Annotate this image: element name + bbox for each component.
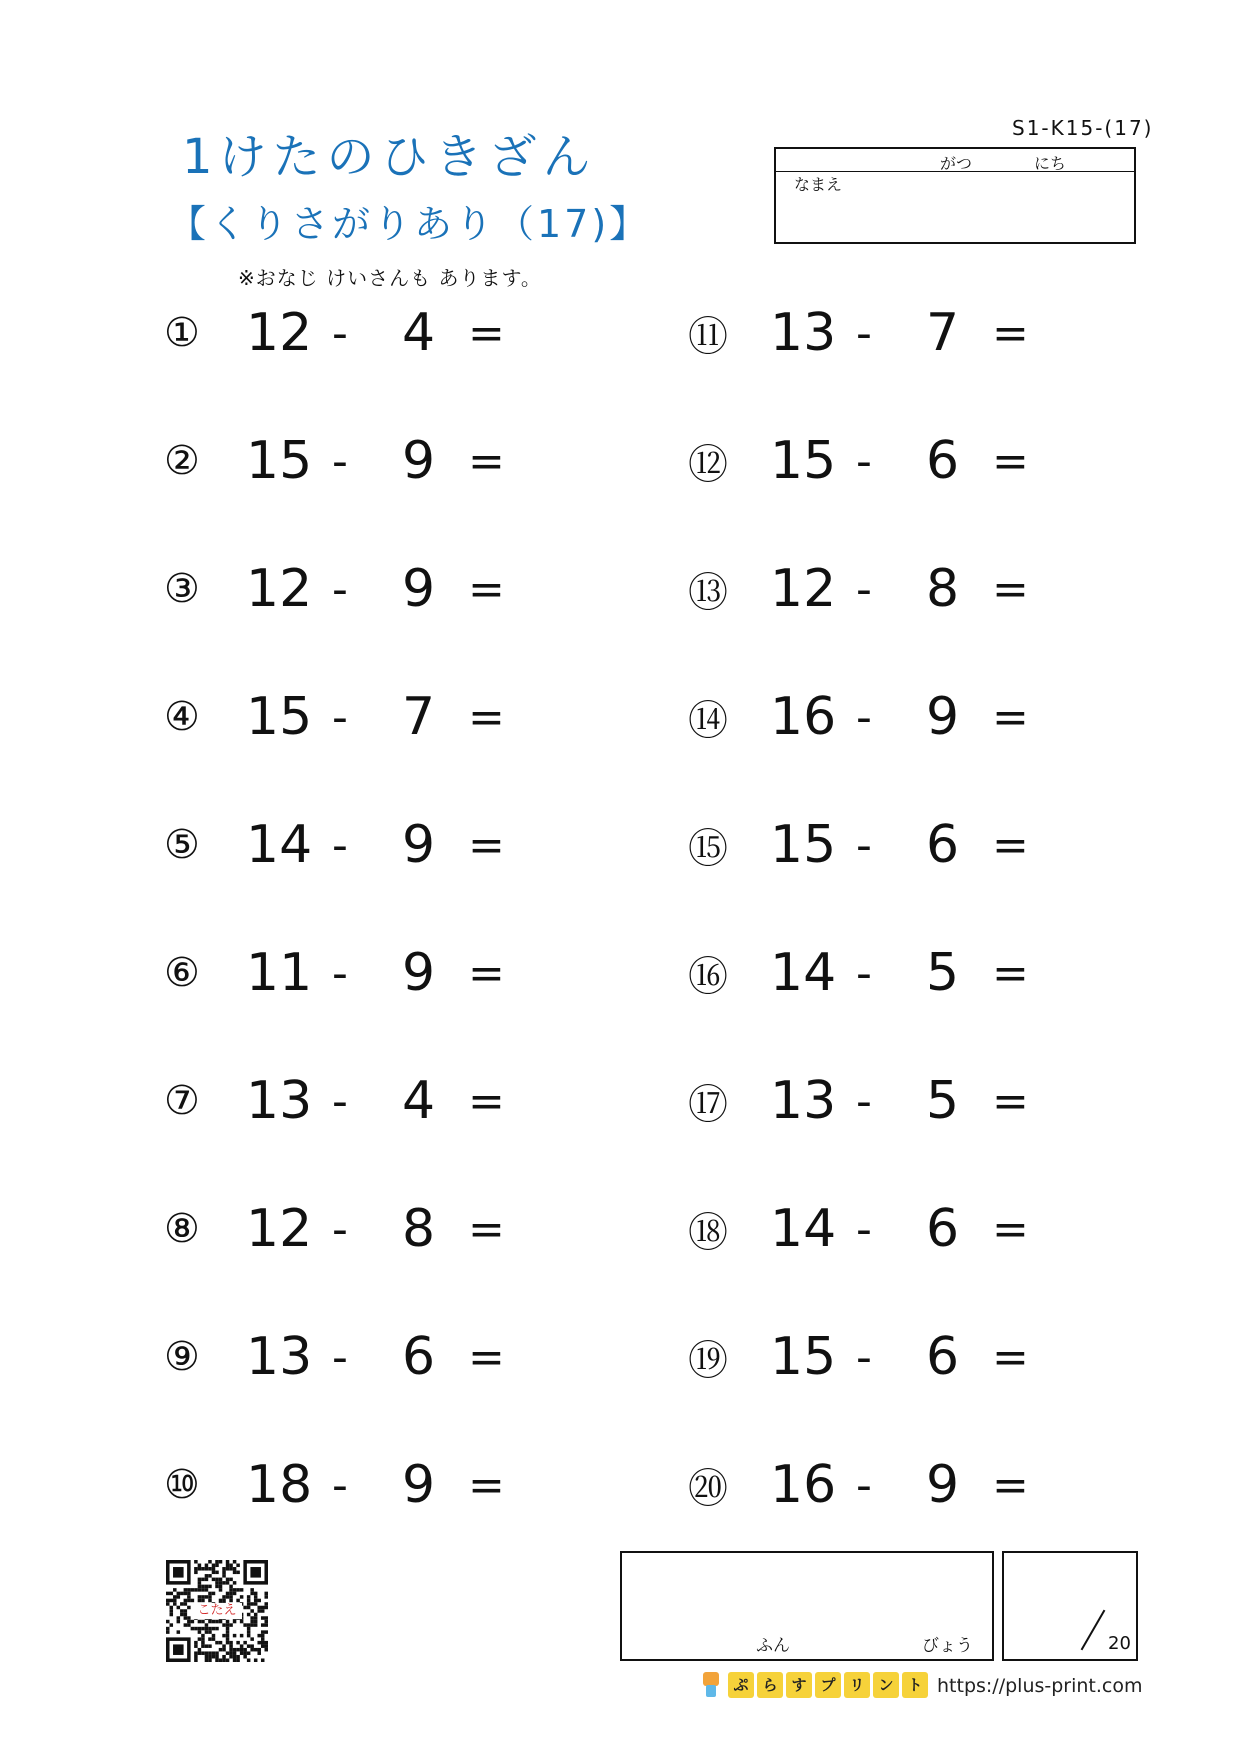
logo-char: プ [815, 1672, 841, 1698]
equals-sign: = [468, 435, 505, 487]
problem-number: ⑬ [688, 569, 728, 616]
equals-sign: = [992, 1331, 1029, 1383]
name-date-box [774, 147, 1136, 244]
equals-sign: = [468, 947, 505, 999]
minuend: 12 [246, 1199, 313, 1259]
minus-operator: - [332, 819, 348, 871]
equals-sign: = [468, 1075, 505, 1127]
problem-item [688, 1450, 1032, 1520]
equals-sign: = [992, 435, 1029, 487]
logo-char: ン [873, 1672, 899, 1698]
logo-char: ら [757, 1672, 783, 1698]
equals-sign: = [992, 947, 1029, 999]
equals-sign: = [992, 1075, 1029, 1127]
minus-operator: - [332, 691, 348, 743]
plus-print-logo [700, 1672, 931, 1698]
problem-number: ⑤ [164, 822, 200, 868]
minus-operator: - [332, 563, 348, 615]
problem-item [688, 682, 1032, 752]
subtrahend: 6 [926, 815, 960, 875]
seconds-label: びょう [922, 1636, 973, 1656]
minus-operator: - [332, 1203, 348, 1255]
problem-number: ⑰ [688, 1081, 728, 1128]
subtrahend: 8 [402, 1199, 436, 1259]
day-label: にち [1034, 154, 1067, 173]
problem-number: ⑭ [688, 697, 728, 744]
minuend: 18 [246, 1455, 313, 1515]
problem-item [164, 1194, 508, 1264]
problem-number: ⑳ [688, 1465, 728, 1512]
minus-operator: - [856, 819, 872, 871]
subtrahend: 7 [926, 303, 960, 363]
problem-item [164, 682, 508, 752]
minus-operator: - [332, 1075, 348, 1127]
worksheet-title: 1けたのひきざん [182, 129, 597, 185]
minuend: 13 [246, 1327, 313, 1387]
worksheet-code: S1-K15-(17) [1012, 116, 1154, 140]
problem-item [164, 938, 508, 1008]
score-slash [1081, 1610, 1106, 1651]
minus-operator: - [856, 307, 872, 359]
problem-item [164, 554, 508, 624]
problem-item [688, 1194, 1032, 1264]
subtrahend: 6 [402, 1327, 436, 1387]
minus-operator: - [332, 435, 348, 487]
minus-operator: - [856, 947, 872, 999]
problem-item [164, 298, 508, 368]
subtrahend: 9 [926, 687, 960, 747]
subtrahend: 9 [402, 431, 436, 491]
minus-operator: - [856, 1075, 872, 1127]
subtrahend: 8 [926, 559, 960, 619]
problem-item [164, 1322, 508, 1392]
problem-number: ③ [164, 566, 200, 612]
minuend: 15 [770, 431, 837, 491]
problem-number: ⑨ [164, 1334, 200, 1380]
equals-sign: = [992, 691, 1029, 743]
site-url[interactable]: https://plus-print.com [937, 1675, 1143, 1697]
problem-item [688, 1066, 1032, 1136]
subtrahend: 9 [402, 559, 436, 619]
minuend: 13 [770, 303, 837, 363]
minus-operator: - [856, 1459, 872, 1511]
minus-operator: - [856, 1331, 872, 1383]
problem-item [688, 298, 1032, 368]
minus-operator: - [332, 947, 348, 999]
subtrahend: 6 [926, 431, 960, 491]
equals-sign: = [468, 691, 505, 743]
equals-sign: = [468, 819, 505, 871]
month-label: がつ [940, 154, 973, 173]
subtrahend: 9 [402, 943, 436, 1003]
equals-sign: = [992, 819, 1029, 871]
problem-number: ⑦ [164, 1078, 200, 1124]
logo-char: ぷ [728, 1672, 754, 1698]
worksheet-note: ※おなじ けいさんも あります。 [238, 266, 542, 290]
equals-sign: = [992, 563, 1029, 615]
problem-item [164, 1066, 508, 1136]
minus-operator: - [332, 307, 348, 359]
minuend: 15 [246, 431, 313, 491]
problem-item [688, 810, 1032, 880]
minuend: 16 [770, 1455, 837, 1515]
equals-sign: = [468, 1459, 505, 1511]
equals-sign: = [992, 307, 1029, 359]
problem-number: ⑥ [164, 950, 200, 996]
equals-sign: = [468, 1331, 505, 1383]
minuend: 15 [770, 815, 837, 875]
minuend: 12 [770, 559, 837, 619]
minuend: 13 [770, 1071, 837, 1131]
minus-operator: - [856, 1203, 872, 1255]
minuend: 15 [246, 687, 313, 747]
problem-number: ⑧ [164, 1206, 200, 1252]
answer-qr-code[interactable] [166, 1560, 268, 1662]
worksheet-subtitle: 【くりさがりあり（17)】 [168, 202, 651, 246]
problem-item [688, 426, 1032, 496]
subtrahend: 5 [926, 1071, 960, 1131]
equals-sign: = [468, 1203, 505, 1255]
subtrahend: 6 [926, 1327, 960, 1387]
minuend: 12 [246, 559, 313, 619]
subtrahend: 4 [402, 303, 436, 363]
problem-number: ④ [164, 694, 200, 740]
problem-item [164, 426, 508, 496]
problem-number: ⑪ [688, 313, 728, 360]
minus-operator: - [856, 563, 872, 615]
problem-number: ⑱ [688, 1209, 728, 1256]
subtrahend: 9 [926, 1455, 960, 1515]
time-box [620, 1551, 994, 1661]
minuend: 12 [246, 303, 313, 363]
score-total: 20 [1108, 1633, 1131, 1654]
problem-number: ⑩ [164, 1462, 200, 1508]
minuend: 14 [246, 815, 313, 875]
name-label: なまえ [794, 175, 843, 194]
problem-item [688, 938, 1032, 1008]
problem-number: ⑫ [688, 441, 728, 488]
minuend: 15 [770, 1327, 837, 1387]
minuend: 13 [246, 1071, 313, 1131]
subtrahend: 4 [402, 1071, 436, 1131]
problem-number: ② [164, 438, 200, 484]
problem-item [688, 1322, 1032, 1392]
problem-item [688, 554, 1032, 624]
logo-char: す [786, 1672, 812, 1698]
minuend: 16 [770, 687, 837, 747]
minus-operator: - [332, 1331, 348, 1383]
logo-char: リ [844, 1672, 870, 1698]
minuend: 14 [770, 1199, 837, 1259]
problem-number: ⑮ [688, 825, 728, 872]
problem-number: ① [164, 310, 200, 356]
subtrahend: 7 [402, 687, 436, 747]
minutes-label: ふん [756, 1636, 790, 1656]
minuend: 11 [246, 943, 313, 1003]
score-box [1002, 1551, 1138, 1661]
logo-char: ト [902, 1672, 928, 1698]
subtrahend: 6 [926, 1199, 960, 1259]
problem-item [164, 810, 508, 880]
minuend: 14 [770, 943, 837, 1003]
problem-number: ⑯ [688, 953, 728, 1000]
problem-number: ⑲ [688, 1337, 728, 1384]
problem-item [164, 1450, 508, 1520]
equals-sign: = [992, 1203, 1029, 1255]
equals-sign: = [992, 1459, 1029, 1511]
equals-sign: = [468, 307, 505, 359]
subtrahend: 9 [402, 815, 436, 875]
subtrahend: 9 [402, 1455, 436, 1515]
mascot-icon [700, 1672, 722, 1698]
equals-sign: = [468, 563, 505, 615]
qr-answer-label: こたえ [192, 1603, 242, 1619]
subtrahend: 5 [926, 943, 960, 1003]
minus-operator: - [856, 435, 872, 487]
minus-operator: - [332, 1459, 348, 1511]
minus-operator: - [856, 691, 872, 743]
